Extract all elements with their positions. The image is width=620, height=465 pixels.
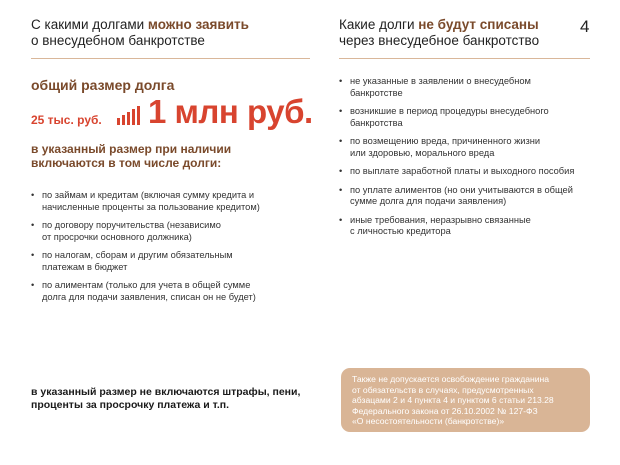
included-heading-line2: включаются в том числе долги: — [31, 156, 222, 170]
right-header-divider — [339, 58, 590, 59]
list-item — [339, 166, 601, 178]
included-heading-line1: в указанный размер при наличии — [31, 142, 232, 156]
left-header-divider — [31, 58, 310, 59]
legal-note-line: от обязательств в случаях, предусмотренных — [352, 384, 534, 395]
legal-note-box — [341, 368, 590, 432]
list-item-line: • возникшие в период процедуры внесудебного — [350, 106, 549, 116]
total-debt-heading: общий размер долга — [31, 77, 175, 93]
left-header-line2: о внесудебном банкротстве — [31, 33, 205, 48]
excluded-note-line2: проценты за просрочку платежа и т.п. — [31, 399, 230, 411]
list-item — [339, 215, 601, 238]
list-item-line: • иные требования, неразрывно связанные — [350, 214, 531, 225]
list-item-line: • по уплате алиментов (но они учитываются в общей — [350, 184, 573, 195]
included-heading — [31, 142, 231, 170]
list-item — [339, 76, 601, 99]
list-item — [31, 190, 311, 213]
list-item-line: долга для подачи заявления, списан он не будет) — [42, 291, 256, 302]
list-item-line: начисленные проценты за пользование кредитом) — [42, 201, 260, 212]
list-item — [339, 106, 601, 129]
right-header-line2: через внесудебное банкротство — [339, 33, 540, 48]
list-item-line: • по договору поручительства (независимо — [42, 220, 221, 230]
list-item-line: • не указанные в заявлении о внесудебном — [350, 76, 531, 86]
legal-note-line: Федерального закона от 26.10.2002 № 127-ФЗ — [352, 405, 538, 416]
list-item-line: банкротстве — [350, 87, 403, 98]
left-header-prefix: С какими долгами — [31, 17, 148, 32]
list-item-line: банкротства — [350, 117, 403, 128]
list-item-line: от просрочки основного должника) — [42, 231, 192, 242]
legal-note-line: Также не допускается освобождение гражданина — [352, 374, 550, 384]
excluded-fees-note — [31, 386, 300, 412]
legal-note-line: «О несостоятельности (банкротстве)» — [352, 416, 505, 426]
legal-note-line: абзацами 2 и 4 пункта 4 и пунктом 6 статьи 213.28 — [352, 395, 554, 405]
list-item-line: • по возмещению вреда, причиненного жизни — [350, 136, 541, 146]
included-debts-list — [31, 190, 311, 303]
right-header — [339, 17, 539, 49]
list-item-line: • по алиментам (только для учета в общей сумме — [42, 280, 251, 290]
list-item-line: платежам в бюджет — [42, 261, 128, 272]
list-item — [339, 185, 601, 208]
list-item — [339, 136, 601, 159]
excluded-note-line1: в указанный размер не включаются штрафы, пени, — [31, 386, 301, 398]
list-item — [31, 250, 311, 273]
list-item-line: или здоровью, морального вреда — [350, 147, 495, 158]
list-item-line: • по налогам, сборам и другим обязательным — [42, 250, 233, 260]
list-item-line: • по выплате заработной платы и выходного пособия — [350, 166, 575, 176]
right-header-prefix: Какие долги — [339, 17, 419, 32]
left-header — [31, 17, 249, 49]
not-written-off-list — [339, 76, 601, 238]
list-item-line: с личностью кредитора — [350, 226, 451, 236]
list-item — [31, 280, 311, 303]
right-header-bold: не будут списаны — [418, 17, 539, 32]
list-item-line: • по займам и кредитам (включая сумму кредита и — [42, 190, 255, 200]
list-item — [31, 220, 311, 243]
growth-bars-icon — [117, 105, 140, 125]
page-number: 4 — [580, 17, 590, 36]
left-header-bold: можно заявить — [147, 17, 249, 32]
list-item-line: сумме долга для подачи заявления) — [350, 196, 507, 206]
max-amount: 1 млн руб. — [148, 93, 313, 130]
min-amount: 25 тыс. руб. — [31, 113, 102, 127]
